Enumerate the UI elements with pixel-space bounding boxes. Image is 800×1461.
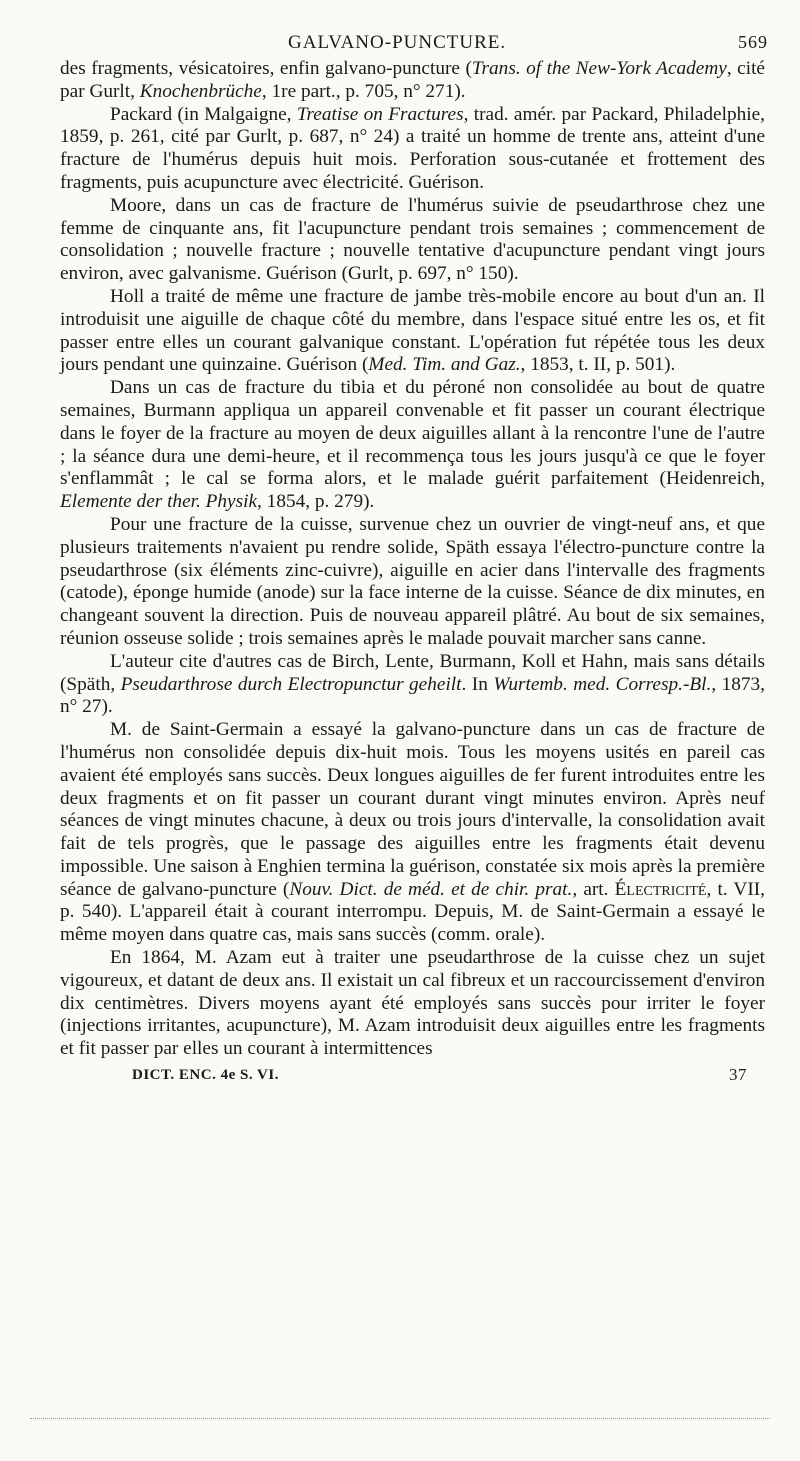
printer-signature: DICT. ENC. 4e S. VI. [132,1067,279,1084]
italic-text: Nouv. Dict. de méd. et de chir. prat. [289,878,573,900]
text-run: Holl a traité de même une fracture de jambe très-mobile encore au bout d'un an. Il introduisit une aiguille de chaque côté du membre, dans l'espace situé entre les os, et fit passer entre elles un courant galvanique constant. L'opération fut répétée tous les deux jours pendant une quinzaine. Guérison ( [60,285,765,376]
text-run: Dans un cas de fracture du tibia et du péroné non consolidée au bout de quatre semaines, Burmann appliqua un appareil convenable et fit passer un courant électrique dans le foyer de la fracture au moyen de deux aiguilles allant à la rencontre l'une de l'autre ; la séance dura une demi-heure, et il recommença tous les jours jusqu'à ce que le foyer s'enflammât ; le cal se forma alors, et le malade guérit parfaitement (Heidenreich, [60,377,765,490]
text-run: , trad. amér. par Packard, Philadelphie, 1859, p. 261, cité par Gurlt, p. 687, n° 24) a traité un homme de trente ans, atteint d'une fracture de l'humérus depuis huit mois. Perforation sous-cutanée et frottement des fragments, puis acupuncture avec électricité. Guérison. [60,103,765,193]
italic-text: Elemente der ther. Physik [60,491,258,513]
page-footer [60,1065,765,1091]
text-run: , art. [572,878,615,900]
running-title: GALVANO-PUNCTURE. [288,32,507,53]
text-run: , 1873, n° 27). [60,673,765,718]
text-run: , 1re part., p. 705, n° 271). [261,80,466,102]
paragraph [60,651,765,719]
bleed-through-line [30,1418,770,1425]
text-run: des fragments, vésicatoires, enfin galvano-puncture ( [60,58,472,79]
page-header [60,28,768,58]
text-run: En 1864, M. Azam eut à traiter une pseudarthrose de la cuisse chez un sujet vigoureux, et datant de deux ans. Il existait un cal fibreux et un raccourcissement d'environ dix centimètres. Divers moyens ayant été employés sans succès pour irriter le foyer (injections irritantes, acupuncture), M. Azam introduisit deux aiguilles entre les fragments et fit passer par elles un courant à intermittences [60,947,765,1060]
page-number: 569 [738,32,768,52]
paragraph [60,719,765,947]
paragraph [60,58,765,104]
paragraph [60,514,765,651]
text-run: , 1854, p. 279). [257,491,375,513]
text-run: M. de Saint-Germain a essayé la galvano-puncture dans un cas de fracture de l'humérus non consolidée depuis dix-huit mois. Tous les moyens usités en pareil cas avaient été employés sans succès. Deux longues aiguilles de fer furent introduites entre les deux fragments et on fit passer un courant durant vingt minutes environ. Après neuf séances de vingt minutes chacune, à deux ou trois jours d'intervalle, la consolidation avait fait de tels progrès, que le passage des aiguilles entre les fragments était devenu impossible. Une saison à Enghien termina la guérison, constatée six mois après la première séance de galvano-puncture ( [60,719,765,900]
italic-text: Wurtemb. med. Corresp.-Bl. [493,673,712,695]
text-run: , t. VII, p. 540). L'appareil était à courant interrompu. Depuis, M. de Saint-Germain a essayé le même moyen dans quatre cas, mais sans succès (comm. orale). [60,878,765,946]
text-run: . In [461,673,494,695]
text-run: , cité par Gurlt, [60,58,765,102]
text-run: Pour une fracture de la cuisse, survenue chez un ouvrier de vingt-neuf ans, et que plusieurs traitements n'avaient pu rendre solide, Späth essaya l'électro-puncture contre la pseudarthrose (six éléments zinc-cuivre), aiguille en acier dans l'intervalle des fragments (catode), éponge humide (anode) sur la face interne de la cuisse. Séance de dix minutes, en changeant souvent la direction. Puis de nouveau appareil plâtré. Au bout de six semaines, réunion osseuse solide ; trois semaines après le malade pouvait marcher sans canne. [60,513,765,649]
italic-text: Pseudarthrose durch Electropunctur geheilt [120,673,462,695]
paragraph [60,377,765,514]
italic-text: Treatise on Fractures [296,103,464,125]
italic-text: Knochenbrüche [139,80,262,102]
text-run: , 1853, t. II, p. 501). [520,354,676,376]
text-run: L'auteur cite d'autres cas de Birch, Lente, Burmann, Koll et Hahn, mais sans détails (Späth, [60,650,765,695]
italic-text: Med. Tim. and Gaz. [368,354,521,376]
italic-text: Trans. of the New-York Academy [471,58,727,79]
text-run: Packard (in Malgaigne, [110,103,297,125]
body-text [60,58,765,1061]
document-page [60,28,768,1091]
text-run: Moore, dans un cas de fracture de l'humérus suivie de pseudarthrose chez une femme de cinquante ans, fit l'acupuncture pendant trois semaines ; commencement de consolidation ; nouvelle fracture ; nouvelle tentative d'acupuncture pendant vingt jours environ, avec galvanisme. Guérison (Gurlt, p. 697, n° 150). [60,194,765,285]
paragraph [60,286,765,377]
small-caps-text: Électricité [614,878,707,900]
paragraph [60,195,765,286]
paragraph [60,947,765,1061]
paragraph [60,104,765,195]
signature-number: 37 [729,1065,747,1085]
